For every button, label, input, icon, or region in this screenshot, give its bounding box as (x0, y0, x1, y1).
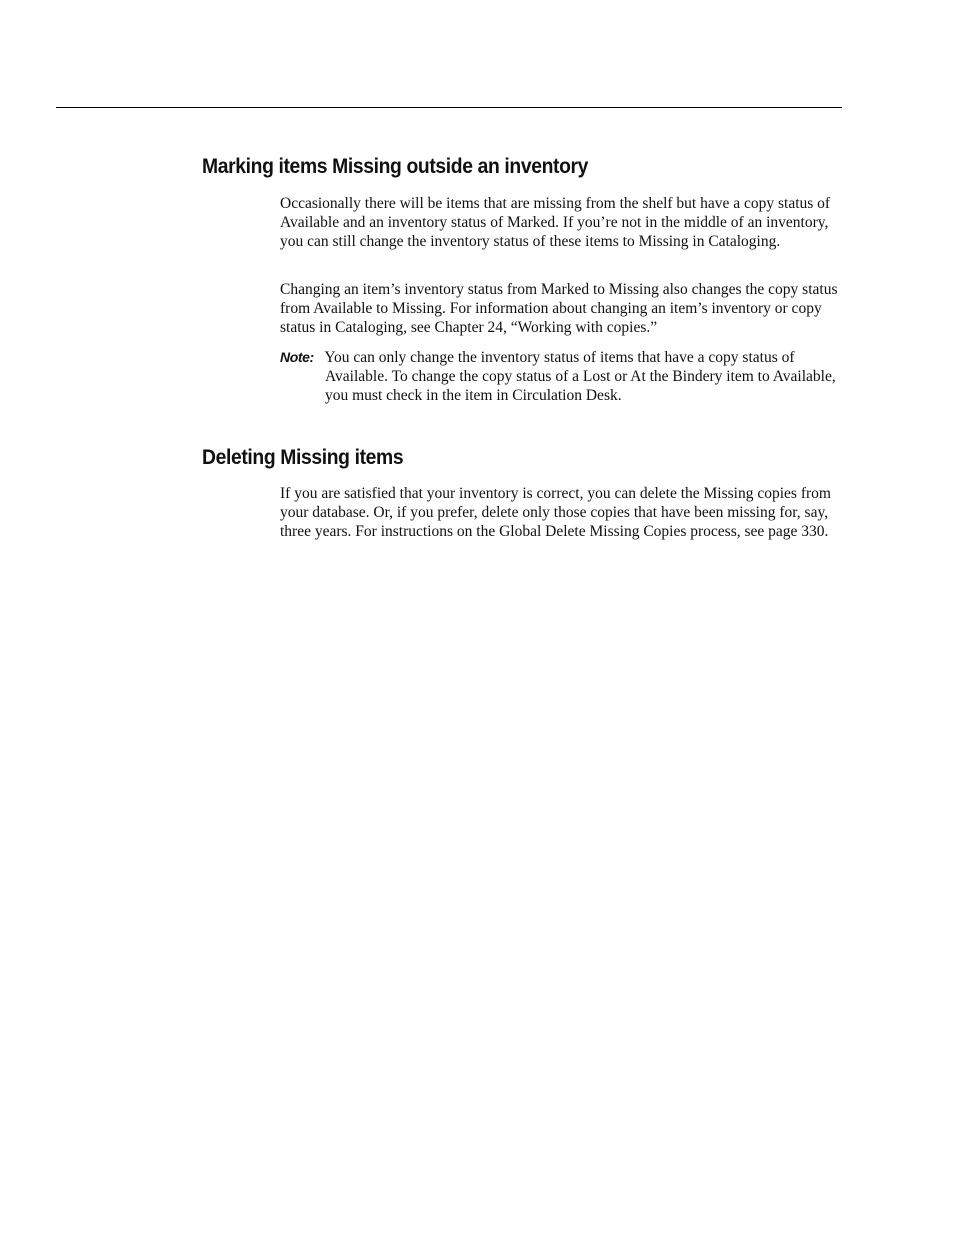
note-label: Note: (280, 349, 314, 365)
note-text: You can only change the inventory status of items that have a copy status of Available. To change the copy status of a Lost or At the Bindery item to Available, you must check in the item in Circulation Desk. (324, 349, 836, 404)
section-heading-deleting-missing: Deleting Missing items (202, 446, 404, 469)
paragraph-changing-status: Changing an item’s inventory status from Marked to Missing also changes the copy status from Available to Missing. For information about changing an item’s inventory or copy status in Cataloging, see Chapter 24, “Working with copies.” (280, 281, 838, 336)
note-block (280, 348, 840, 405)
paragraph-occasionally-missing: Occasionally there will be items that are missing from the shelf but have a copy status of Available and an inventory status of Marked. If you’re not in the middle of an inventory, you can still change the inventory status of these items to Missing in Cataloging. (280, 195, 831, 250)
header-rule (56, 107, 842, 108)
section-heading-marking-missing: Marking items Missing outside an inventory (202, 155, 589, 178)
paragraph-deleting-missing: If you are satisfied that your inventory is correct, you can delete the Missing copies from your database. Or, if you prefer, delete only those copies that have been missing for, say, three years. For instructions on the Global Delete Missing Copies process, see page 330. (280, 485, 831, 540)
